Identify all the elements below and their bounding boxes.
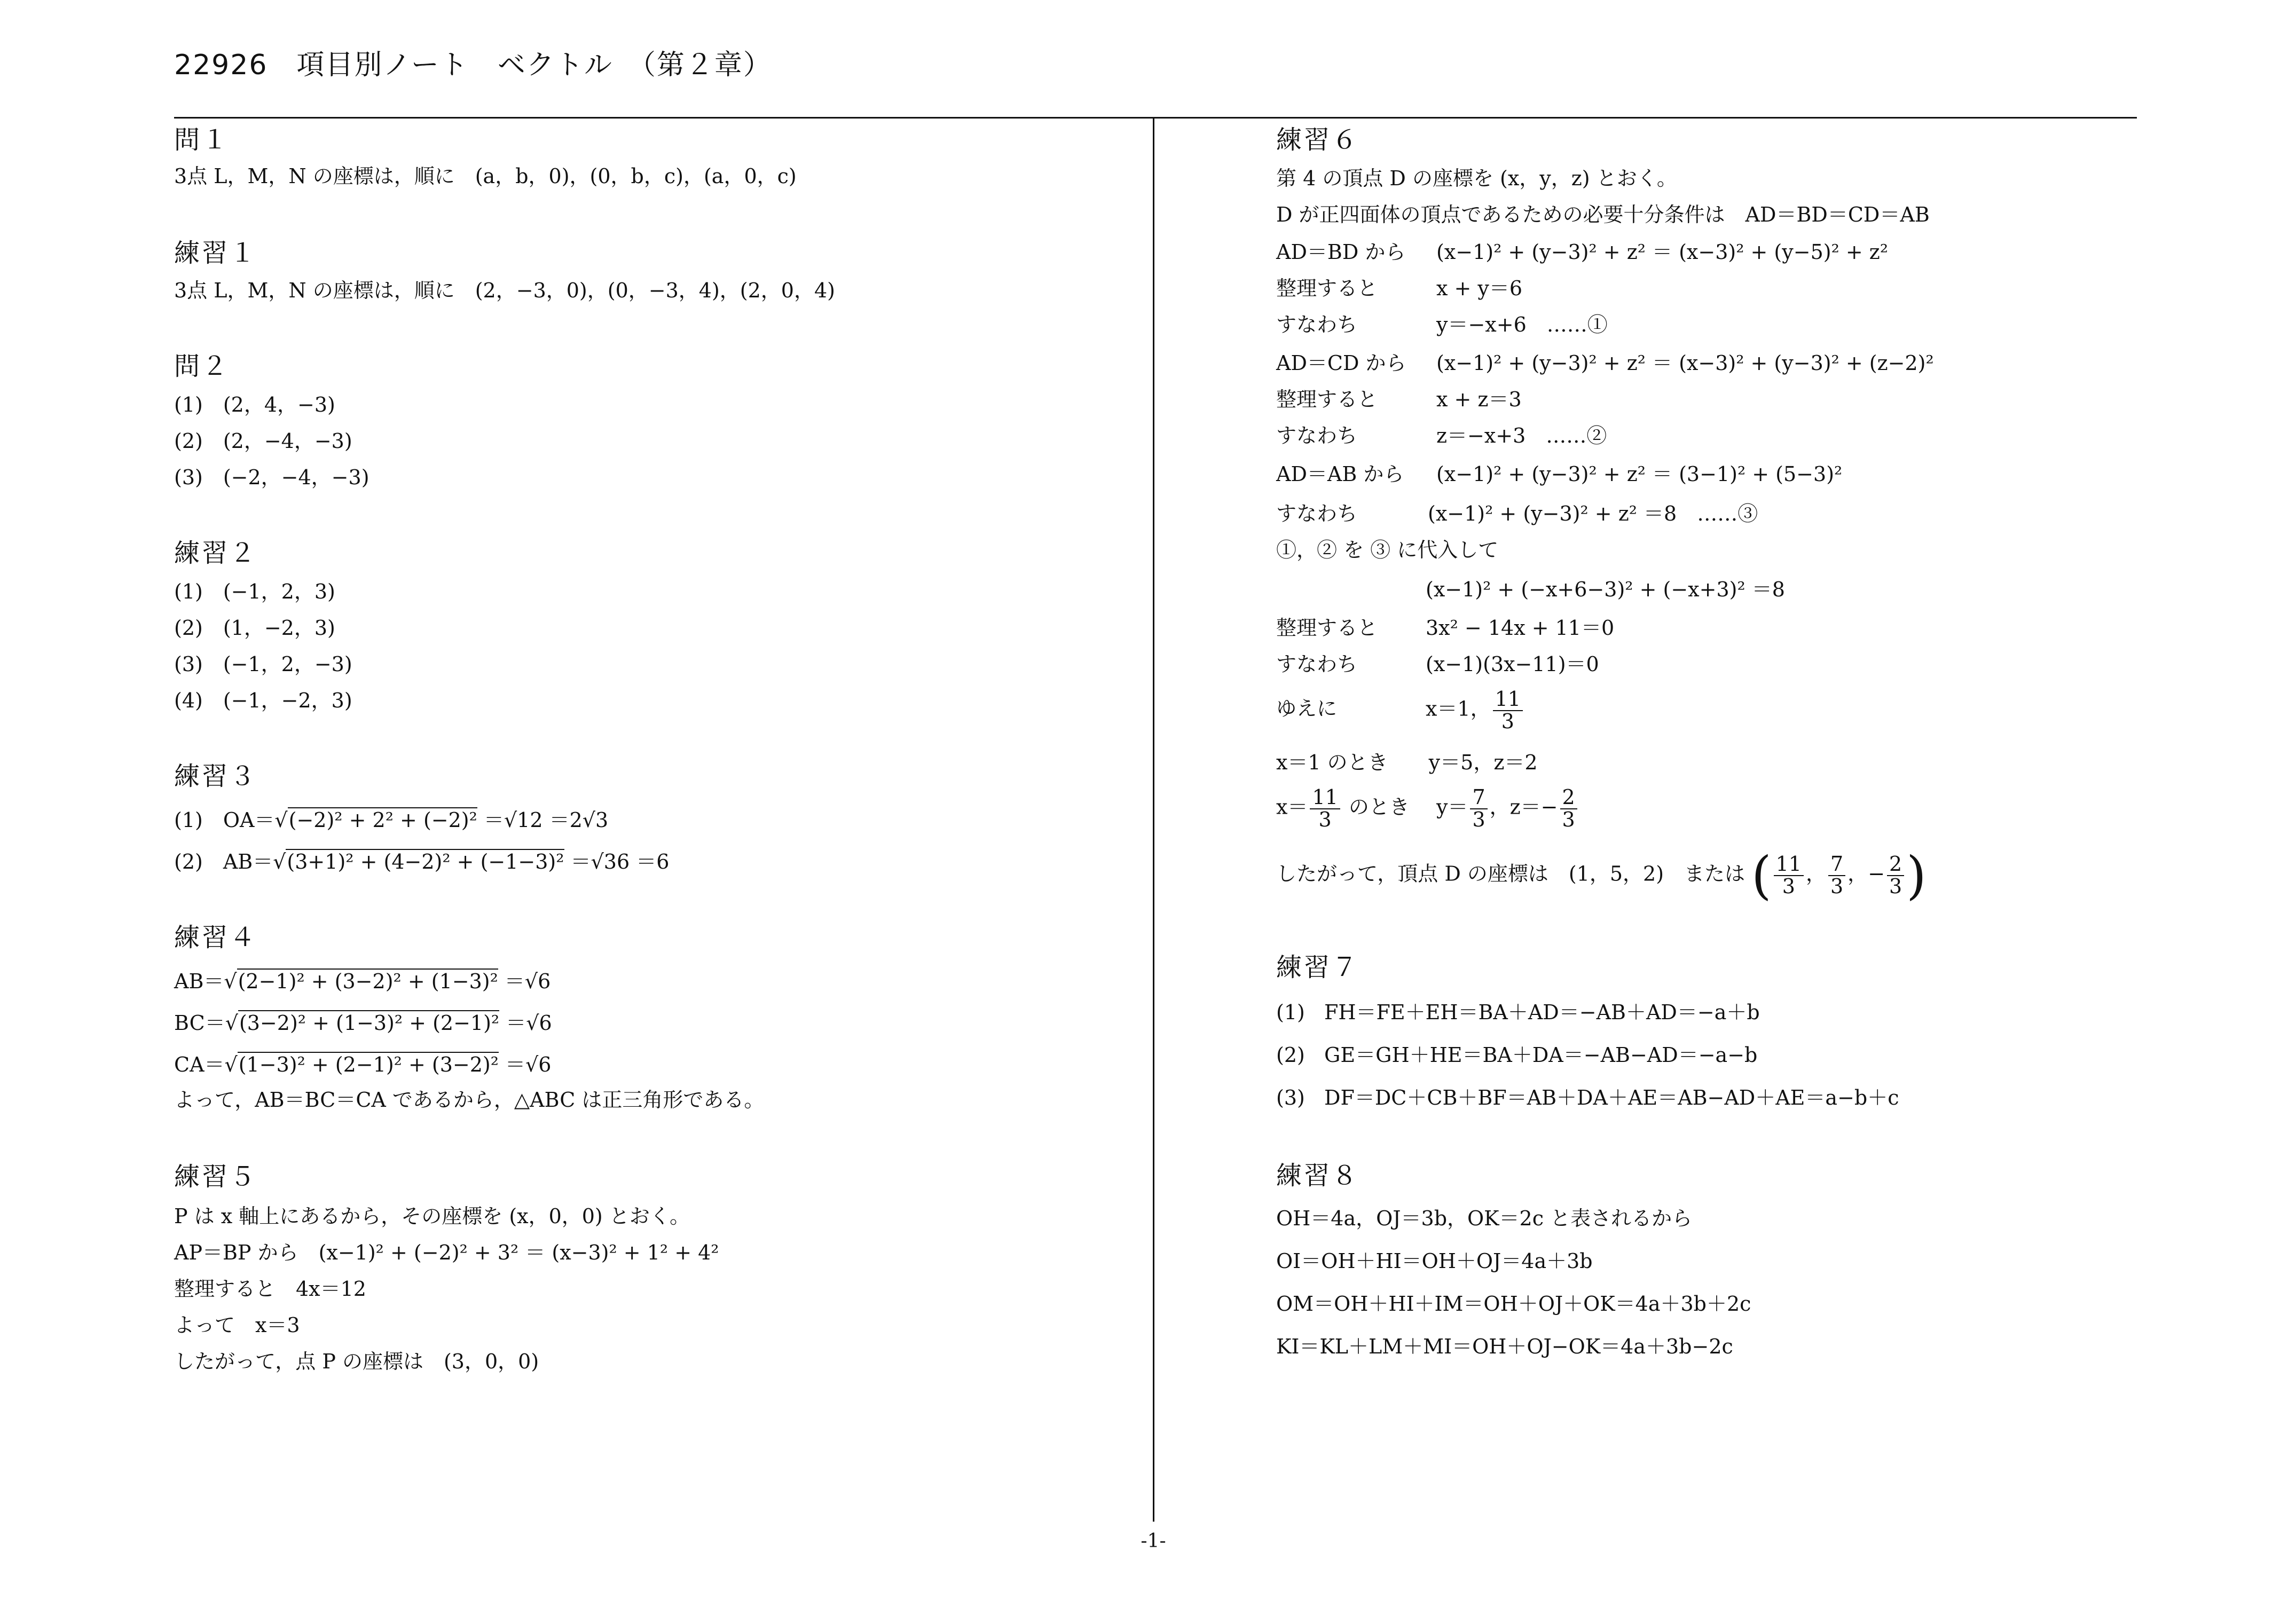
ex5-line-5: したがって，点 P の座標は (3，0，0) <box>174 1350 539 1373</box>
ex6-row-1 <box>1276 241 1888 264</box>
ex6-row-5 <box>1276 389 1522 411</box>
page-header-title: 22926 項目別ノート ベクトル （第２章） <box>174 49 772 81</box>
conclusion-text: したがって，頂点 D の座標は (1，5，2) または <box>1276 862 1745 886</box>
denominator: 3 <box>1830 875 1844 898</box>
vector-expr: DF＝DC＋CB＋BF＝AB＋DA＋AE＝AB−AD＋AE＝a−b＋c <box>1324 1086 1899 1109</box>
row-label: AD＝AB から <box>1276 462 1404 486</box>
ex4-l2-pre: BC＝√ <box>174 1011 238 1035</box>
ex6-when-1: x＝1 のとき y＝5，z＝2 <box>1276 751 1538 774</box>
when2-x: x＝ <box>1276 795 1308 819</box>
q2-heading: 問２ <box>174 351 230 381</box>
comma: ， <box>1805 862 1826 886</box>
ex4-heading: 練習４ <box>174 923 258 952</box>
ex7-line-2 <box>1276 1044 1757 1067</box>
ex3-l2-post: ＝√36 ＝6 <box>564 850 670 873</box>
row-expr: 3x² − 14x + 11＝0 <box>1426 616 1615 640</box>
row-label: 整理すると <box>1276 277 1378 300</box>
vector-expr: FH＝FE＋EH＝BA＋AD＝−AB＋AD＝−a＋b <box>1324 1001 1760 1024</box>
row-label: すなわち <box>1276 313 1358 336</box>
row-expr: x＝1， <box>1426 697 1491 721</box>
ex6-row-8 <box>1276 503 1758 525</box>
ex6-substitute-expr: (x−1)² + (−x+6−3)² + (−x+3)² ＝8 <box>1426 578 1785 601</box>
numerator: 7 <box>1828 854 1845 876</box>
row-expr: x + z＝3 <box>1436 388 1522 411</box>
ex3-l2-pre: (2) AB＝√ <box>174 850 286 873</box>
left-paren: ( <box>1751 846 1772 906</box>
fraction <box>1470 787 1487 831</box>
ex3-line-1 <box>174 809 608 832</box>
ex6-row-9 <box>1276 617 1614 640</box>
ex4-l1-radicand: (2−1)² + (3−2)² + (1−3)² <box>238 970 498 993</box>
row-expr: z＝−x+3 ……② <box>1436 424 1607 447</box>
ex5-line-1: P は x 軸上にあるから，その座標を (x，0，0) とおく。 <box>174 1204 690 1228</box>
numerator: 7 <box>1470 787 1487 809</box>
ex7-line-3 <box>1276 1087 1899 1109</box>
ex3-l1-radicand: (−2)² + 2² + (−2)² <box>288 808 477 832</box>
page-number: -1- <box>1141 1530 1166 1552</box>
item-number: (3) <box>1276 1086 1305 1109</box>
ex1-heading: 練習１ <box>174 238 258 268</box>
q1-line: 3点 L，M，N の座標は，順に (a，b，0)，(0，b，c)，(a，0，c) <box>174 164 797 188</box>
column-divider <box>1153 117 1154 1522</box>
numerator: 11 <box>1493 689 1523 711</box>
ex4-l3-post: ＝√6 <box>498 1053 552 1076</box>
numerator: 11 <box>1774 854 1804 876</box>
fraction <box>1774 854 1804 897</box>
row-label: ゆえに <box>1276 697 1338 721</box>
fraction <box>1887 854 1904 897</box>
ex6-line-intro: 第 4 の頂点 D の座標を (x，y，z) とおく。 <box>1276 167 1677 190</box>
denominator: 3 <box>1472 807 1485 831</box>
ex3-line-2 <box>174 851 669 873</box>
ex2-heading: 練習２ <box>174 538 258 568</box>
ex4-l1-post: ＝√6 <box>498 970 551 993</box>
ex2-line-1: (1) (−1，2，3) <box>174 580 335 603</box>
ex6-row-10 <box>1276 653 1599 676</box>
row-expr: x + y＝6 <box>1436 277 1523 300</box>
ex5-line-2: AP＝BP から (x−1)² + (−2)² + 3² ＝ (x−3)² + 1² + 4² <box>174 1241 719 1264</box>
ex6-row-2 <box>1276 278 1522 300</box>
ex3-l2-radicand: (3+1)² + (4−2)² + (−1−3)² <box>287 850 564 873</box>
ex1-line: 3点 L，M，N の座標は，順に (2，−3，0)，(0，−3，4)，(2，0，4) <box>174 279 835 302</box>
row-label: すなわち <box>1276 502 1358 525</box>
q2-line-2: (2) (2，−4，−3) <box>174 429 352 453</box>
ex7-line-1 <box>1276 1002 1760 1024</box>
ex6-line-condition: D が正四面体の頂点であるための必要十分条件は AD＝BD＝CD＝AB <box>1276 203 1930 226</box>
ex8-line-2: OI＝OH＋HI＝OH＋OJ＝4a＋3b <box>1276 1249 1593 1273</box>
ex3-heading: 練習３ <box>174 761 258 791</box>
right-paren: ) <box>1906 846 1927 906</box>
ex4-line-1 <box>174 971 551 993</box>
ex4-line-4: よって，AB＝BC＝CA であるから，△ABC は正三角形である。 <box>174 1088 765 1112</box>
numerator: 11 <box>1310 787 1340 809</box>
q1-heading: 問１ <box>174 125 230 155</box>
denominator: 3 <box>1318 807 1332 831</box>
ex2-line-3: (3) (−1，2，−3) <box>174 652 352 676</box>
numerator: 2 <box>1887 854 1904 876</box>
ex8-heading: 練習８ <box>1276 1161 1360 1191</box>
numerator: 2 <box>1560 787 1577 809</box>
q2-line-3: (3) (−2，−4，−3) <box>174 466 369 489</box>
row-expr: y＝−x+6 ……① <box>1436 313 1608 336</box>
ex4-l1-pre: AB＝√ <box>174 970 237 993</box>
ex2-line-4: (4) (−1，−2，3) <box>174 689 352 712</box>
when2-z: ，z＝− <box>1489 795 1558 819</box>
ex5-line-4: よって x＝3 <box>174 1313 300 1337</box>
row-label: 整理すると <box>1276 388 1378 411</box>
minus: − <box>1868 862 1885 886</box>
vector-expr: GE＝GH＋HE＝BA＋DA＝−AB−AD＝−a−b <box>1324 1043 1758 1067</box>
ex8-line-1: OH＝4a，OJ＝3b，OK＝2c と表されるから <box>1276 1207 1693 1230</box>
ex4-l3-radicand: (1−3)² + (2−1)² + (3−2)² <box>238 1053 499 1076</box>
ex6-row-4 <box>1276 352 1934 375</box>
q2-line-1: (1) (2，4，−3) <box>174 393 335 416</box>
denominator: 3 <box>1889 875 1902 898</box>
ex3-l1-post: ＝√12 ＝2√3 <box>477 808 609 832</box>
denominator: 3 <box>1782 875 1795 898</box>
ex6-row-3 <box>1276 314 1608 336</box>
row-expr: (x−1)(3x−11)＝0 <box>1426 652 1599 676</box>
when2-mid: のとき y＝ <box>1342 795 1468 819</box>
row-label: AD＝BD から <box>1276 240 1406 264</box>
row-expr: (x−1)² + (y−3)² + z² ＝ (x−3)² + (y−5)² + z² <box>1436 240 1889 264</box>
denominator: 3 <box>1562 807 1575 831</box>
ex4-line-3 <box>174 1054 551 1076</box>
row-label: AD＝CD から <box>1276 351 1406 375</box>
ex6-substitute-line: ①，② を ③ に代入して <box>1276 538 1499 562</box>
row-expr: (x−1)² + (y−3)² + z² ＝ (3−1)² + (5−3)² <box>1436 462 1843 486</box>
ex4-l3-pre: CA＝√ <box>174 1053 238 1076</box>
ex4-l2-post: ＝√6 <box>499 1011 552 1035</box>
ex6-heading: 練習６ <box>1276 125 1360 155</box>
row-label: すなわち <box>1276 652 1358 676</box>
row-expr: (x−1)² + (y−3)² + z² ＝ (x−3)² + (y−3)² + (z−2)² <box>1436 351 1934 375</box>
ex5-heading: 練習５ <box>174 1162 258 1192</box>
fraction <box>1828 854 1845 897</box>
row-label: 整理すると <box>1276 616 1378 640</box>
denominator: 3 <box>1501 709 1514 733</box>
ex8-line-4: KI＝KL＋LM＋MI＝OH＋OJ−OK＝4a＋3b−2c <box>1276 1335 1733 1358</box>
ex6-yueni-line <box>1276 689 1525 733</box>
ex2-line-2: (2) (1，−2，3) <box>174 616 335 640</box>
ex6-row-7 <box>1276 463 1842 486</box>
ex3-l1-pre: (1) OA＝√ <box>174 808 288 832</box>
row-label: すなわち <box>1276 424 1358 447</box>
item-number: (1) <box>1276 1001 1305 1024</box>
ex6-conclusion <box>1276 846 1927 906</box>
ex4-line-2 <box>174 1012 552 1035</box>
ex4-l2-radicand: (3−2)² + (1−3)² + (2−1)² <box>239 1011 500 1035</box>
row-expr: (x−1)² + (y−3)² + z² ＝8 ……③ <box>1428 502 1758 525</box>
ex7-heading: 練習７ <box>1276 952 1360 982</box>
item-number: (2) <box>1276 1043 1305 1067</box>
fraction <box>1310 787 1340 831</box>
ex5-line-3: 整理すると 4x＝12 <box>174 1277 366 1301</box>
fraction <box>1560 787 1577 831</box>
ex8-line-3: OM＝OH＋HI＋IM＝OH＋OJ＋OK＝4a＋3b＋2c <box>1276 1292 1751 1316</box>
fraction <box>1493 689 1523 733</box>
ex6-when-2 <box>1276 787 1579 831</box>
header-rule <box>174 117 2137 119</box>
ex6-row-6 <box>1276 425 1607 447</box>
comma: ， <box>1847 862 1868 886</box>
